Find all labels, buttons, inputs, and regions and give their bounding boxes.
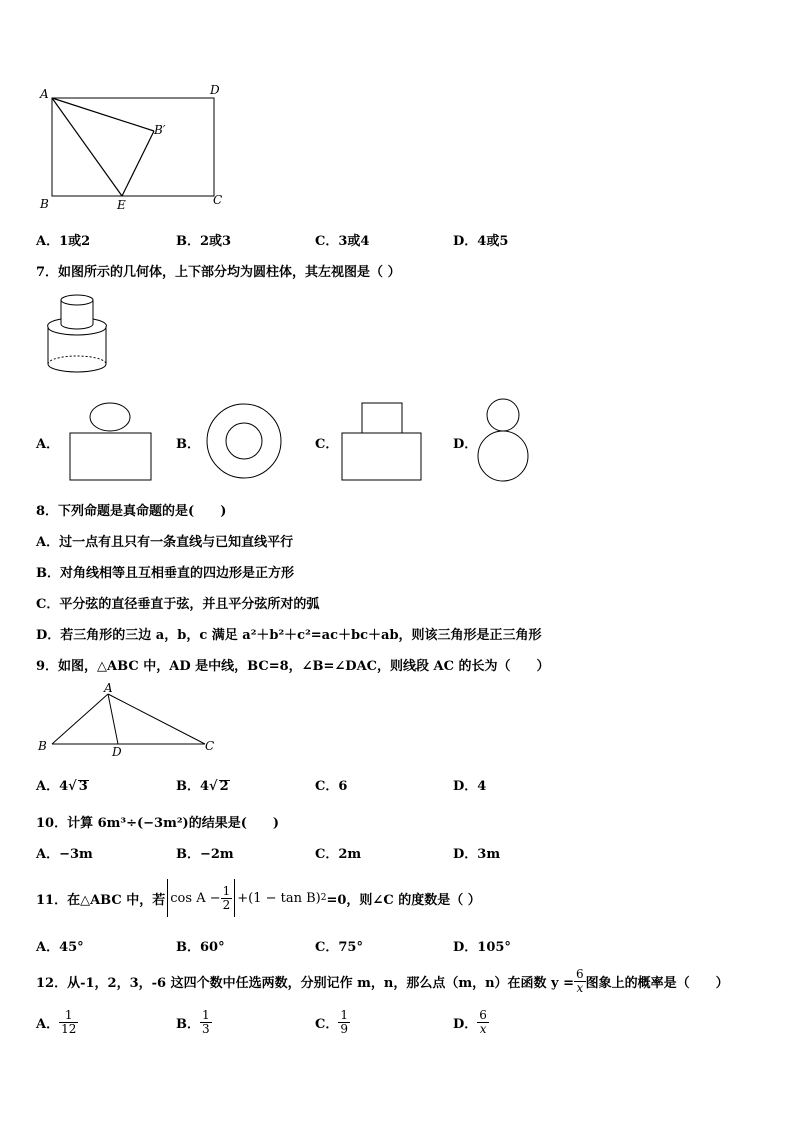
q8-option-c[interactable]: C．平分弦的直径垂直于弦，并且平分弦所对的弧: [36, 597, 320, 612]
q11-option-c[interactable]: C．75°: [315, 940, 363, 955]
q7-option-a[interactable]: A．: [36, 437, 60, 452]
q9-option-c[interactable]: C．6: [315, 779, 348, 794]
q12-option-a[interactable]: [36, 1004, 78, 1040]
label-D: D: [112, 745, 122, 759]
label-E: E: [117, 198, 126, 212]
q10-option-a[interactable]: A．−3m: [36, 847, 93, 862]
q10-option-b[interactable]: B．−2m: [176, 847, 234, 862]
q6-option-b[interactable]: B．2或3: [176, 234, 232, 249]
q12-b-fraction: $\frac{1}{3}$: [202, 1007, 210, 1036]
q11-prefix: 11．在△ABC 中，若: [36, 892, 166, 908]
label-A: A: [40, 87, 49, 101]
q12-d-fraction: $\frac{6}{x}$: [479, 1007, 487, 1036]
q10-stem: 10．计算 6m³÷(−3m²)的结果是( ): [36, 816, 279, 831]
q11-square: 2: [320, 893, 327, 903]
q6-option-d[interactable]: D．4或5: [453, 234, 509, 249]
q6-option-c[interactable]: C．3或4: [315, 234, 370, 249]
stacked-cylinders-figure: [44, 294, 110, 376]
sqrt-sign: √: [68, 779, 77, 794]
q11-half: $\frac{1}{2}$: [222, 883, 231, 912]
label-A: A: [104, 681, 113, 695]
stacked-circles-view: [478, 397, 536, 485]
label-B: B: [40, 197, 49, 211]
q12-c-prefix: C．: [315, 1016, 339, 1032]
q9-a-radicand: 3: [78, 779, 88, 794]
q10-option-d[interactable]: D．3m: [453, 847, 501, 862]
ellipse-on-rectangle-view: [69, 402, 153, 482]
q11-stem: [36, 878, 481, 918]
q11-option-a[interactable]: A．45°: [36, 940, 84, 955]
q12-d-prefix: D．: [453, 1016, 478, 1032]
triangle-median-figure: [36, 682, 222, 758]
rectangle-fold-figure: [36, 84, 226, 214]
q9-a-prefix: A．4: [36, 779, 69, 794]
rectangle-on-rectangle-view: [341, 402, 423, 482]
q9-option-a[interactable]: [36, 775, 89, 794]
q10-option-c[interactable]: C．2m: [315, 847, 362, 862]
label-B-prime: B′: [154, 123, 166, 137]
q8-option-d[interactable]: D．若三角形的三边 a，b，c 满足 a²＋b²＋c²=ac＋bc＋ab，则该三角形是正三角形: [36, 628, 542, 643]
q12-stem: [36, 964, 729, 998]
q7-option-d[interactable]: D．: [453, 437, 478, 452]
concentric-circles-view: [206, 402, 284, 480]
q12-a-fraction: $\frac{1}{12}$: [61, 1007, 77, 1036]
q7-stem: 7．如图所示的几何体，上下部分均为圆柱体，其左视图是（ ）: [36, 265, 401, 280]
q9-b-prefix: B．4: [176, 779, 210, 794]
q9-b-radicand: 2: [219, 779, 229, 794]
label-C: C: [205, 739, 215, 753]
q8-option-b[interactable]: B．对角线相等且互相垂直的四边形是正方形: [36, 566, 294, 581]
label-D: D: [210, 83, 220, 97]
q11-tan: +(1 − tan B): [237, 890, 321, 906]
label-C: C: [213, 193, 223, 207]
q12-prefix: 12．从-1，2，3，-6 这四个数中任选两数，分别记作 m，n，那么点（m，n）在函数 y =: [36, 975, 575, 991]
q12-function-fraction: $\frac{6}{x}$: [576, 966, 584, 995]
q11-option-d[interactable]: D．105°: [453, 940, 511, 955]
sqrt-sign: √: [209, 779, 218, 794]
q7-option-b[interactable]: B．: [176, 437, 200, 452]
label-B: B: [38, 739, 47, 753]
q9-option-b[interactable]: [176, 775, 230, 794]
q11-option-b[interactable]: B．60°: [176, 940, 225, 955]
q12-suffix: 图象上的概率是（ ）: [585, 975, 729, 991]
q12-a-prefix: A．: [36, 1016, 60, 1032]
q8-stem: 8．下列命题是真命题的是( ): [36, 504, 227, 519]
q12-option-d[interactable]: [453, 1004, 489, 1040]
q11-cos: cos A −: [170, 890, 221, 906]
q8-option-a[interactable]: A．过一点有且只有一条直线与已知直线平行: [36, 535, 294, 550]
q6-option-a[interactable]: A．1或2: [36, 234, 91, 249]
q11-suffix: =0，则∠C 的度数是（ ）: [326, 892, 481, 908]
q12-option-c[interactable]: [315, 1004, 350, 1040]
q7-option-c[interactable]: C．: [315, 437, 339, 452]
q9-stem: 9．如图，△ABC 中，AD 是中线，BC=8，∠B=∠DAC，则线段 AC 的长为（ ）: [36, 659, 550, 674]
q9-option-d[interactable]: D．4: [453, 779, 487, 794]
q12-option-b[interactable]: [176, 1004, 212, 1040]
q12-b-prefix: B．: [176, 1016, 200, 1032]
q11-abs-value: [167, 879, 235, 917]
q12-c-fraction: $\frac{1}{9}$: [340, 1007, 348, 1036]
